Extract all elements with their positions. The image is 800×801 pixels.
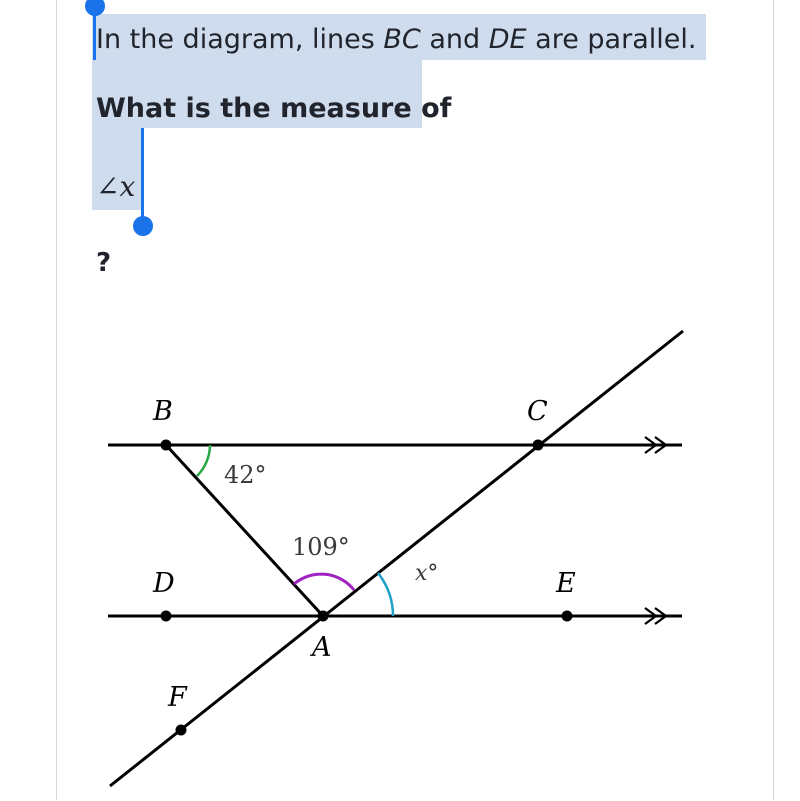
label-d: D (153, 568, 175, 599)
angle-variable: x (119, 170, 136, 203)
point-c (533, 440, 544, 451)
angle-x-arc (378, 573, 393, 616)
angle-b-label: 42° (224, 461, 267, 489)
label-a: A (312, 632, 332, 663)
question-text-and: and (420, 24, 489, 55)
angle-a-label: 109° (292, 533, 350, 561)
angle-x-label: x° (415, 561, 439, 586)
label-c: C (527, 396, 548, 427)
question-text: In the diagram, lines (96, 24, 384, 55)
question-prompt: What is the measure of (96, 93, 452, 124)
point-e (562, 611, 573, 622)
angle-b-arc (197, 445, 210, 476)
question-mark: ? (96, 248, 112, 278)
angle-a-arc (294, 574, 354, 590)
point-f (176, 725, 187, 736)
transversal-fc (110, 331, 683, 786)
question-text-suffix: are parallel. (526, 24, 697, 55)
point-a (318, 611, 329, 622)
label-e: E (556, 568, 576, 599)
line-bc-label: BC (383, 24, 421, 55)
angle-symbol: ∠ (96, 170, 120, 203)
label-b: B (153, 396, 173, 427)
point-d (161, 611, 172, 622)
line-de-label: DE (488, 24, 527, 55)
label-f: F (168, 682, 187, 713)
point-b (161, 440, 172, 451)
